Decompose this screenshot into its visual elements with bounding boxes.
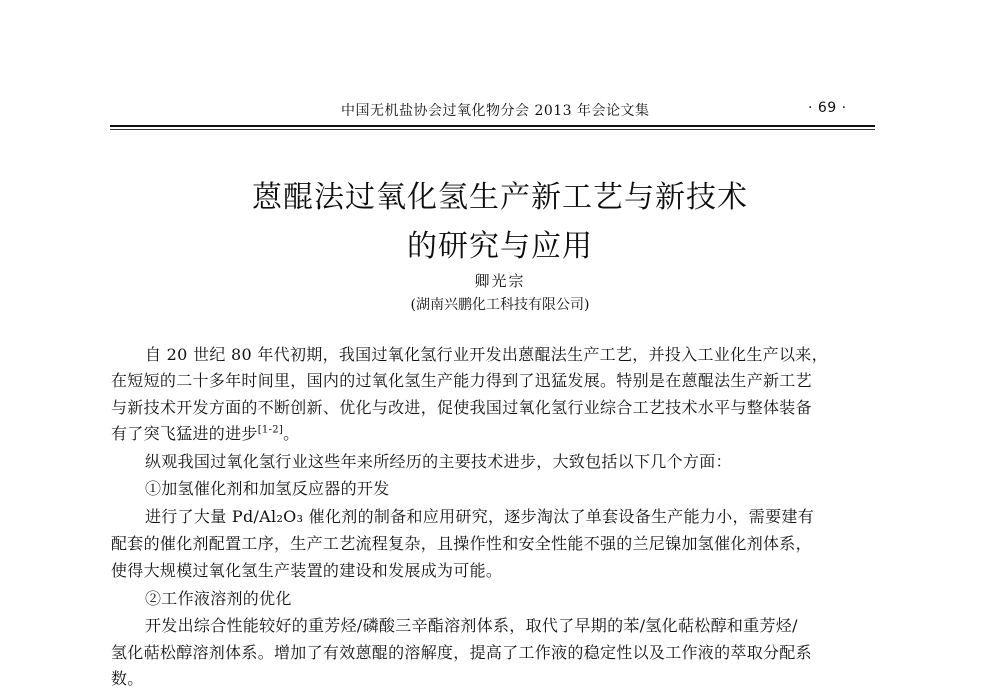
paragraph-1-line-4: [111, 423, 881, 445]
journal-title: 中国无机盐协会过氧化物分会 2013 年会论文集: [341, 103, 650, 119]
section-heading-2: ②工作液溶剂的优化: [145, 589, 292, 608]
paragraph-3-line-2: 配套的催化剂配置工序，生产工艺流程复杂，且操作性和安全性能不强的兰尼镍加氢催化剂体系，: [111, 534, 812, 553]
section-heading-1: ①加氢催化剂和加氢反应器的开发: [145, 479, 390, 498]
paragraph-3-line-1: 进行了大量 Pd/Al₂O₃ 催化剂的制备和应用研究，逐步淘汰了单套设备生产能力小，需要建有: [145, 507, 814, 526]
author: 卿光宗: [474, 272, 526, 290]
running-header: [0, 100, 1000, 122]
citation: [1-2]: [257, 424, 284, 436]
header-rule: [110, 125, 875, 127]
paragraph-3-line-3: 使得大规模过氧化氢生产装置的建设和发展成为可能。: [111, 561, 503, 580]
paper-title-line-1: 蒽醌法过氧化氢生产新工艺与新技术: [252, 180, 748, 215]
paragraph-4-line-2: 氢化萜松醇溶剂体系。增加了有效蒽醌的溶解度，提高了工作液的稳定性以及工作液的萃取分配系: [111, 643, 812, 662]
paragraph-1-line-3: 与新技术开发方面的不断创新、优化与改进，促使我国过氧化氢行业综合工艺技术水平与整体装备: [111, 398, 812, 417]
paragraph-2: 纵观我国过氧化氢行业这些年来所经历的主要技术进步，大致包括以下几个方面：: [145, 452, 732, 471]
paragraph-1-end: 。: [283, 424, 300, 443]
paragraph-1-line-4-text: 有了突飞猛进的进步: [111, 424, 258, 443]
affiliation: (湖南兴鹏化工科技有限公司): [410, 297, 590, 313]
paragraph-4-line-1: 开发出综合性能较好的重芳烃/磷酸三辛酯溶剂体系，取代了早期的苯/氢化萜松醇和重芳烃/: [145, 616, 798, 635]
header-rule-thin: [110, 129, 875, 130]
page-number: · 69 ·: [808, 100, 847, 116]
paragraph-1-line-1: 自 20 世纪 80 年代初期，我国过氧化氢行业开发出蒽醌法生产工艺，并投入工业化生产以来，: [145, 345, 828, 364]
paragraph-4-line-3: 数。: [111, 669, 144, 688]
paragraph-1-line-2: 在短短的二十多年时间里，国内的过氧化氢生产能力得到了迅猛发展。特别是在蒽醌法生产新工艺: [111, 371, 812, 390]
paper-title-line-2: 的研究与应用: [407, 229, 593, 264]
